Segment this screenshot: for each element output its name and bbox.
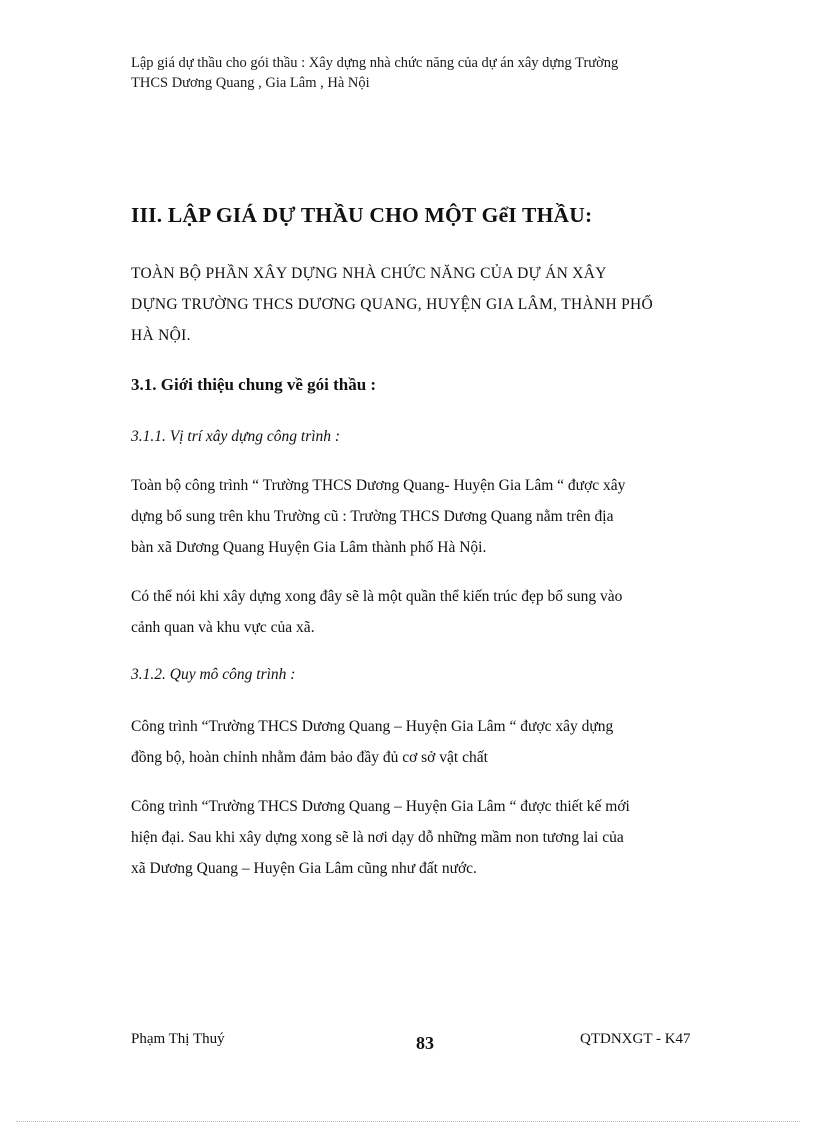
item-2-para-1-line-1: Công trình “Trường THCS Dương Quang – Huyện Gia Lâm “ được xây dựng (131, 718, 614, 735)
item-2-para-2-line-3: xã Dương Quang – Huyện Gia Lâm cũng như đất nước. (131, 860, 477, 877)
item-1-para-1-line-3: bàn xã Dương Quang Huyện Gia Lâm thành phố Hà Nội. (131, 539, 487, 556)
item-1-paragraph-1 (131, 470, 711, 563)
item-2-paragraph-2 (131, 791, 711, 884)
item-1-para-1-line-2: dựng bổ sung trên khu Trường cũ : Trường THCS Dương Quang nằm trên địa (131, 508, 614, 525)
section-subtitle-line-2: DỰNG TRƯỜNG THCS DƯƠNG QUANG, HUYỆN GIA LÂM, THÀNH PHỐ (131, 296, 654, 313)
footer-page-number: 83 (416, 1033, 434, 1053)
subsection-heading: 3.1. Giới thiệu chung về gói thầu : (131, 375, 377, 394)
item-2-heading: 3.1.2. Quy mô công trình : (131, 666, 296, 683)
section-subtitle (131, 258, 711, 351)
footer-class-code: QTDNXGT - K47 (580, 1031, 691, 1047)
section-subtitle-line-1: TOÀN BỘ PHẦN XÂY DỰNG NHÀ CHỨC NĂNG CỦA DỰ ÁN XÂY (131, 265, 607, 282)
header-line-1: Lập giá dự thầu cho gói thầu : Xây dựng nhà chức năng của dự án xây dựng Trường (131, 55, 619, 71)
running-header (131, 53, 691, 93)
item-1-paragraph-2 (131, 581, 711, 643)
footer-author: Phạm Thị Thuý (131, 1031, 225, 1047)
item-2-para-2-line-1: Công trình “Trường THCS Dương Quang – Huyện Gia Lâm “ được thiết kế mới (131, 798, 630, 815)
item-1-para-1-line-1: Toàn bộ công trình “ Trường THCS Dương Quang- Huyện Gia Lâm “ được xây (131, 477, 626, 494)
item-1-para-2-line-1: Có thể nói khi xây dựng xong đây sẽ là một quần thể kiến trúc đẹp bổ sung vào (131, 588, 623, 605)
header-line-2: THCS Dương Quang , Gia Lâm , Hà Nội (131, 75, 370, 91)
page-bottom-rule (16, 1121, 800, 1122)
item-2-para-1-line-2: đồng bộ, hoàn chỉnh nhằm đảm bảo đầy đủ cơ sở vật chất (131, 749, 488, 766)
item-1-heading: 3.1.1. Vị trí xây dựng công trình : (131, 428, 341, 445)
item-2-para-2-line-2: hiện đại. Sau khi xây dựng xong sẽ là nơi dạy dỗ những mầm non tương lai của (131, 829, 624, 846)
section-subtitle-line-3: HÀ NỘI. (131, 327, 191, 344)
item-1-para-2-line-2: cảnh quan và khu vực của xã. (131, 619, 315, 636)
section-title: III. LẬP GIÁ DỰ THẦU CHO MỘT GểI THẦU: (131, 203, 593, 227)
item-2-paragraph-1 (131, 711, 711, 773)
